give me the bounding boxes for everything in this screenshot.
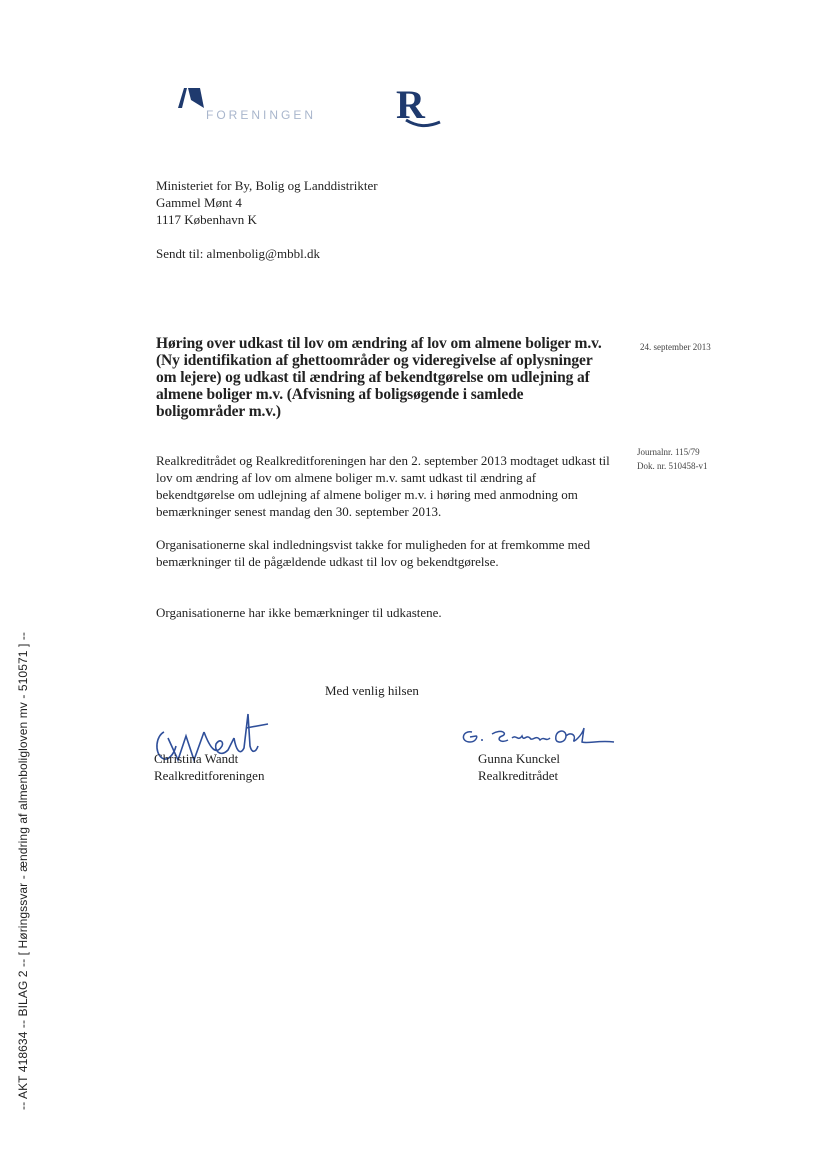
signer-organization: Realkreditforeningen: [154, 768, 265, 783]
body-paragraph: Organisationerne skal indledningsvist takke for muligheden for at fremkomme med bemærkninger til de pågældende udkast til lov og bekendtgørelse.: [156, 537, 591, 569]
svg-text:R: R: [396, 86, 425, 127]
recipient-address: [156, 177, 378, 228]
document-number: Dok. nr. 510458-v1: [637, 461, 708, 471]
signer-organization: Realkreditrådet: [478, 768, 559, 783]
logo-left-subtitle: FORENINGEN: [206, 108, 317, 122]
closing-greeting: Med venlig hilsen: [325, 683, 419, 698]
sidebar-text: -- AKT 418634 -- BILAG 2 -- [ Høringssvar - ændring af almenboligloven mv - 510571 ] --: [16, 631, 30, 1110]
logo-left-mark-icon: [178, 86, 204, 108]
letter-headline: Høring over udkast til lov om ændring af lov om almene boliger m.v. (Ny identifikation af ghettoområder og videregivelse af oplysninger om lejere) og udkast til ændring af bekendtgørelse om udlejning af almene boliger m.v. (Afvisning af boligsøgende i samlede boligområder m.v.): [156, 335, 602, 420]
recipient-line: 1117 København K: [156, 212, 257, 227]
signer-right: [478, 750, 560, 784]
document-id-sidebar: [14, 582, 36, 1110]
realkreditforeningen-logo: [150, 86, 340, 126]
letter-date: 24. september 2013: [640, 342, 711, 352]
recipient-line: Gammel Mønt 4: [156, 195, 242, 210]
signature-right-image: [458, 722, 618, 750]
journal-info: [637, 445, 708, 473]
body-paragraph: Organisationerne har ikke bemærkninger til udkastene.: [156, 605, 442, 620]
signer-left: [154, 750, 264, 784]
realkreditraadet-logo: [396, 86, 616, 130]
body-paragraph: Realkreditrådet og Realkreditforeningen har den 2. september 2013 modtaget udkast til lov om ændring af lov om almene boliger m.v. samt udkast til ændring af bekendtgørelse om udlejning af almene boliger m.v. i høring med anmodning om bemærkninger senest mandag den 30. september 2013.: [156, 453, 610, 519]
recipient-line: Ministeriet for By, Bolig og Landdistrikter: [156, 178, 378, 193]
journal-number: Journalnr. 115/79: [637, 447, 700, 457]
sent-to-line: Sendt til: almenbolig@mbbl.dk: [156, 246, 320, 261]
signer-name: Gunna Kunckel: [478, 751, 560, 766]
logo-right-r-icon: [396, 86, 442, 128]
signer-name: Christina Wandt: [154, 751, 239, 766]
